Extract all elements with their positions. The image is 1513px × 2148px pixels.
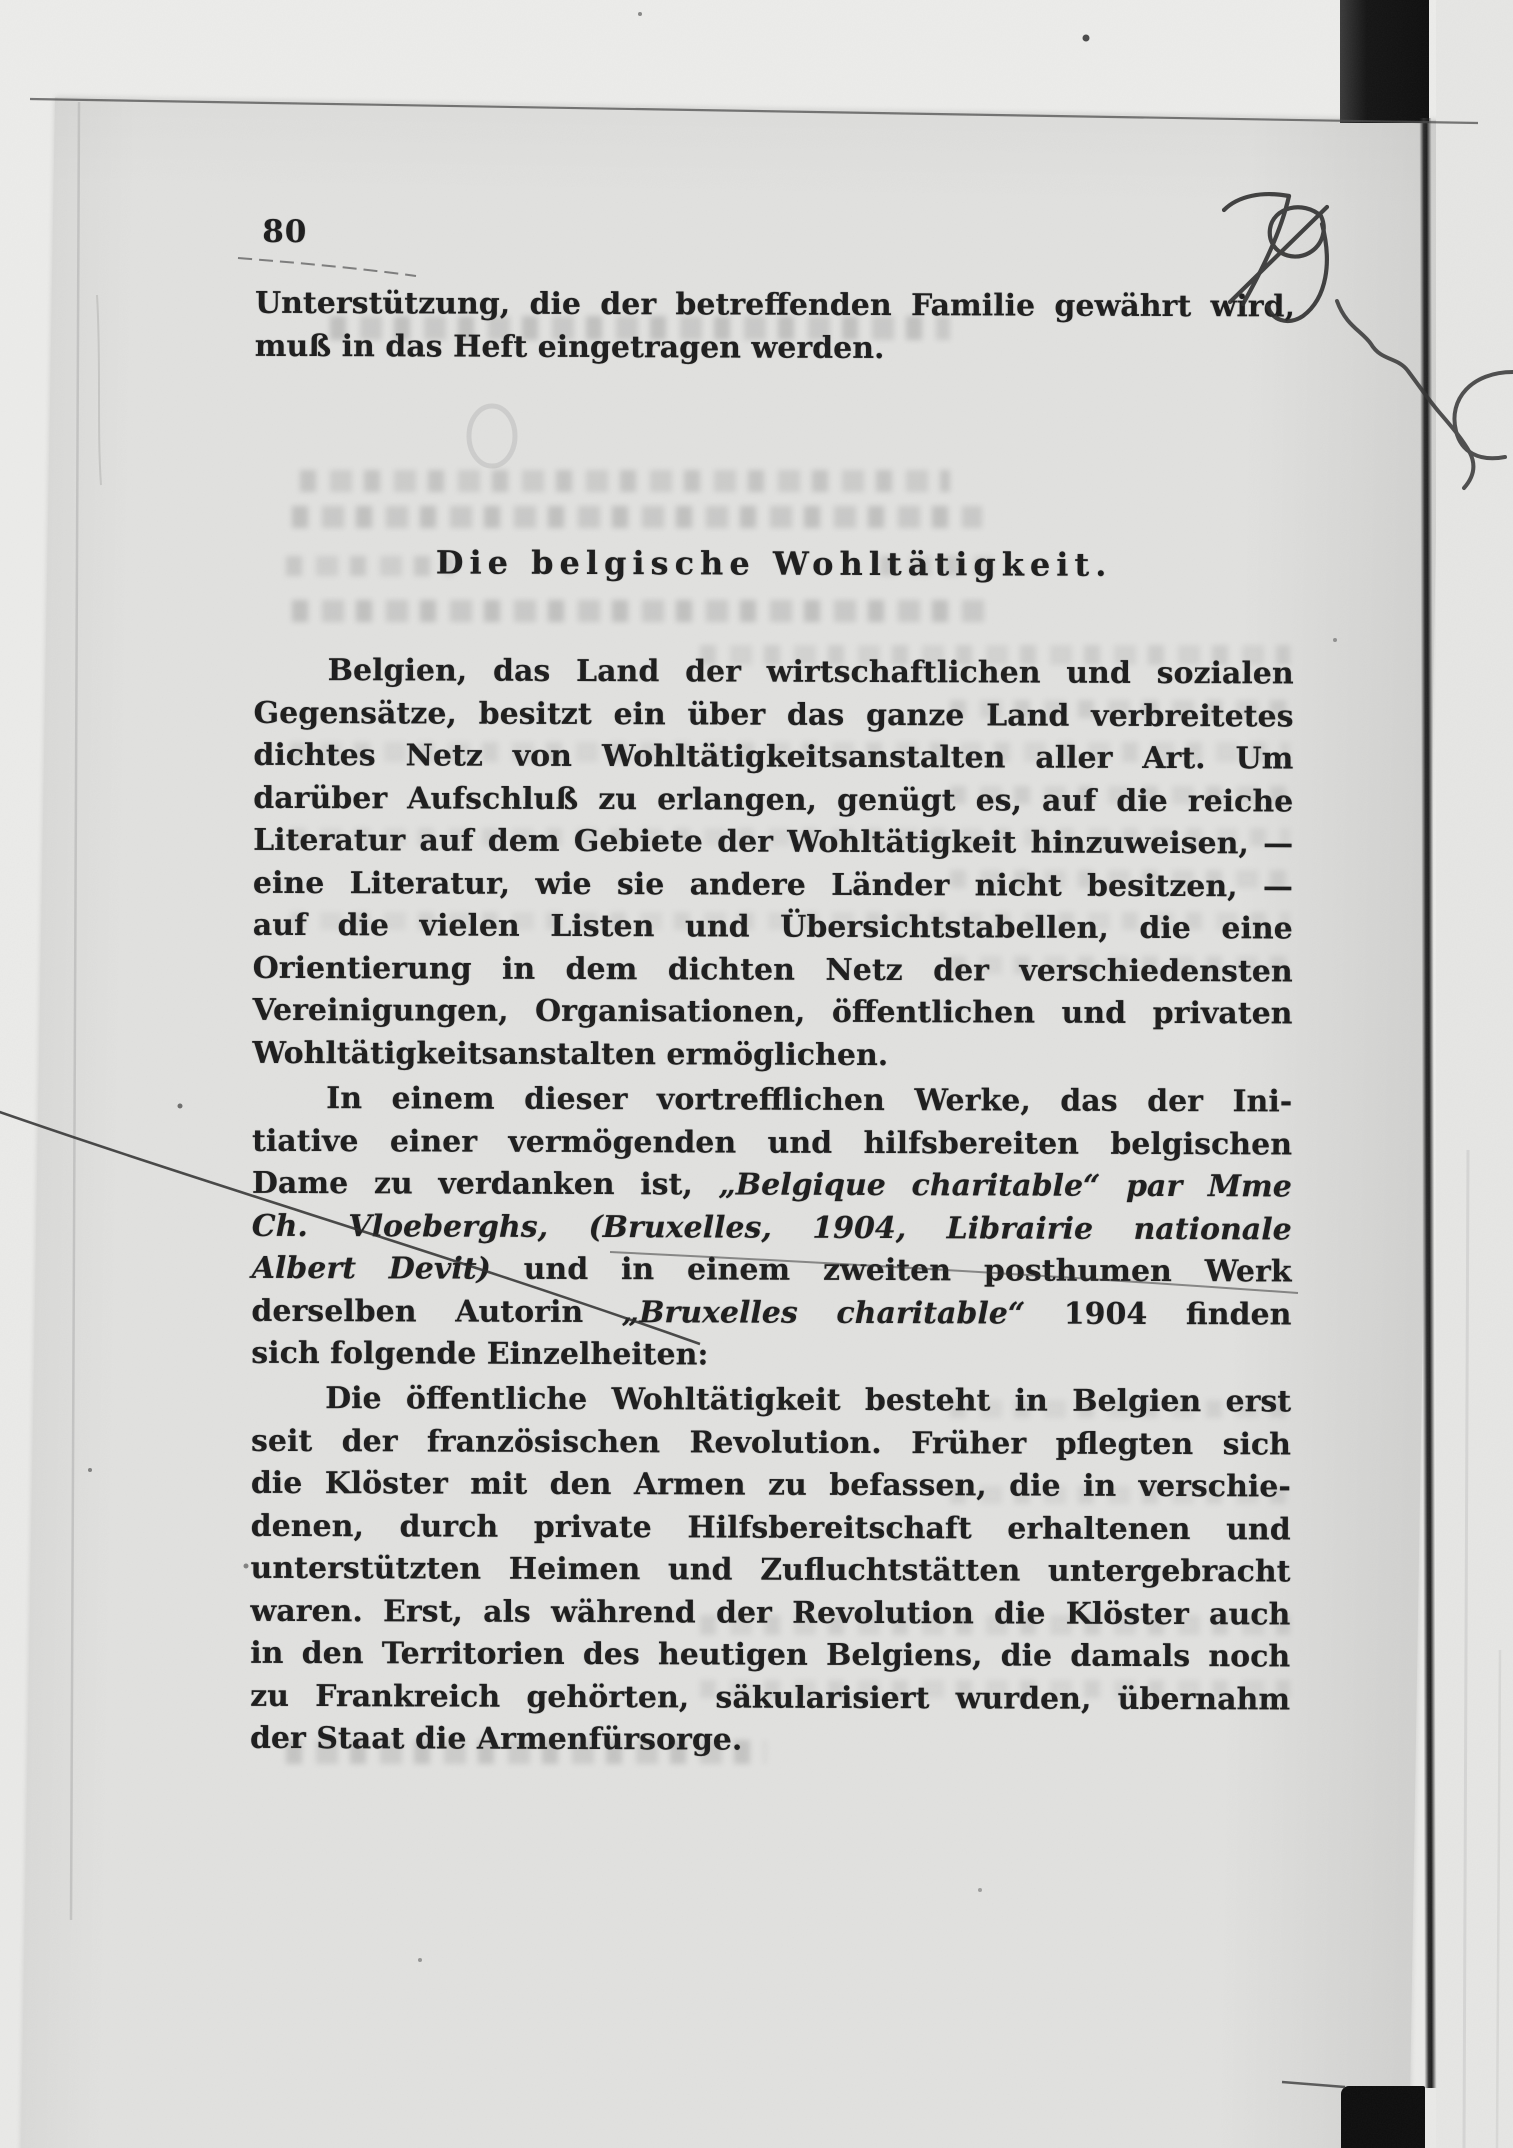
text-line — [253, 777, 1293, 823]
text-line — [251, 1505, 1291, 1551]
text-line — [250, 1718, 1290, 1764]
text-segment: waren. Erst, als während der Revolution die Klöster auch — [250, 1593, 1291, 1632]
text-line — [253, 905, 1293, 951]
text-segment: Wohltätigkeitsanstalten ermöglichen. — [252, 1035, 889, 1073]
text-segment: und in einem zweiten posthumen Werk — [490, 1251, 1292, 1290]
text-line — [255, 283, 1295, 329]
italic-text-segment: Ch. Vloeberghs, (Bruxelles, 1904, Librairie nationale — [251, 1208, 1292, 1247]
text-line — [252, 1120, 1292, 1166]
text-segment: dichtes Netz von Wohltätigkeitsanstalten aller Art. Um — [253, 737, 1294, 777]
text-segment: 1904 finden — [1025, 1296, 1292, 1332]
binding-shadow-bottom — [1341, 2086, 1425, 2148]
text-segment: darüber Aufschluß zu erlangen, genügt es, auf die reiche — [253, 780, 1294, 819]
text-line — [251, 1420, 1291, 1466]
text-segment: sich folgende Einzelheiten: — [251, 1335, 709, 1373]
text-segment: derselben Autorin — [251, 1293, 622, 1330]
text-line — [251, 1290, 1291, 1336]
text-segment: auf die vielen Listen und Übersichtstabellen, die eine — [252, 907, 1293, 947]
text-segment: in den Territorien des heutigen Belgiens, die damals noch — [250, 1635, 1291, 1675]
section-heading: Die belgische Wohltätigkeit. — [435, 543, 1113, 584]
text-line — [253, 947, 1293, 993]
text-segment: der Staat die Armenfürsorge. — [249, 1720, 743, 1758]
text-line — [253, 692, 1293, 738]
text-segment: Literatur auf dem Gebiete der Wohltätigkeit hinzuweisen, — — [253, 822, 1294, 862]
text-segment: seit der französischen Revolution. Früher pflegten sich — [250, 1423, 1292, 1462]
text-line — [251, 1463, 1291, 1509]
text-line — [250, 1675, 1290, 1721]
italic-text-segment: „Belgique charitable“ par Mme — [718, 1167, 1292, 1205]
text-segment: tiative einer vermögenden und hilfsbereiten belgischen — [252, 1123, 1293, 1162]
text-line — [251, 1378, 1291, 1424]
text-line — [251, 1333, 1291, 1379]
paragraph-continuation — [255, 283, 1295, 372]
text-segment: Gegensätze, besitzt ein über das ganze Land verbreitetes — [253, 695, 1294, 734]
italic-text-segment: „Bruxelles charitable“ — [621, 1294, 1026, 1332]
italic-text-segment: Albert Devit) — [251, 1250, 491, 1287]
text-segment: Die öffentliche Wohltätigkeit besteht in Belgien erst — [325, 1381, 1292, 1420]
text-line — [253, 820, 1293, 866]
text-segment: unterstützten Heimen und Zufluchtstätten untergebracht — [250, 1550, 1291, 1590]
text-line — [252, 1248, 1292, 1294]
paragraph-belgien — [252, 650, 1293, 1079]
text-segment: eine Literatur, wie sie andere Länder nicht besitzen, — — [252, 865, 1294, 904]
text-segment: zu Frankreich gehörten, säkularisiert wurden, übernahm — [250, 1678, 1291, 1717]
text-segment: Unterstützung, die der betreffenden Familie gewährt wird, — [254, 285, 1296, 325]
paragraph-werke — [251, 1078, 1292, 1379]
text-segment: muß in das Heft eingetragen werden. — [254, 328, 885, 366]
text-segment: In einem dieser vortrefflichen Werke, das der Ini- — [326, 1081, 1293, 1120]
text-segment: denen, durch private Hilfsbereitschaft erhaltenen und — [250, 1508, 1291, 1547]
text-line — [252, 1032, 1292, 1078]
text-line — [250, 1548, 1290, 1594]
text-line — [254, 650, 1294, 696]
text-segment: Belgien, das Land der wirtschaftlichen und sozialen — [327, 653, 1294, 692]
paragraph-revolution — [250, 1378, 1291, 1764]
text-segment: Vereinigungen, Organisationen, öffentlichen und privaten — [252, 992, 1293, 1032]
text-line — [250, 1633, 1290, 1679]
text-line — [253, 862, 1293, 908]
text-line — [252, 1163, 1292, 1209]
text-segment: Dame zu verdanken ist, — [251, 1165, 719, 1203]
printed-page-number: 80 — [262, 213, 308, 251]
text-segment: die Klöster mit den Armen zu befassen, die in verschie- — [250, 1465, 1291, 1505]
text-line — [253, 735, 1293, 781]
text-line — [252, 1078, 1292, 1124]
text-line — [252, 1205, 1292, 1251]
text-segment: Orientierung in dem dichten Netz der verschiedensten — [252, 950, 1293, 989]
binding-shadow-top — [1340, 0, 1429, 123]
text-line — [255, 325, 1295, 371]
text-line — [250, 1590, 1290, 1636]
text-line — [252, 990, 1292, 1036]
